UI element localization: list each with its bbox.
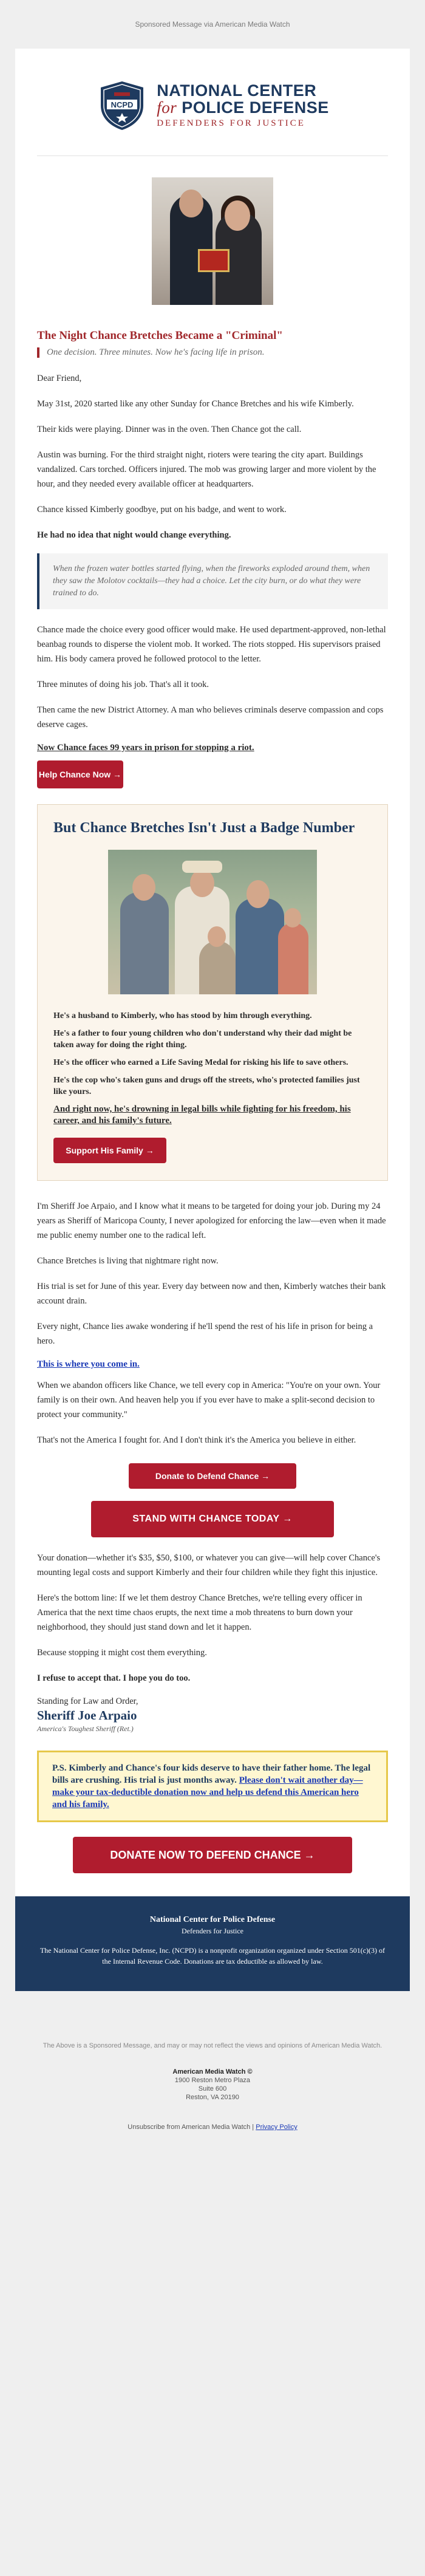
ps-text: P.S. Kimberly and Chance's four kids deserve to have their father home. The legal bills are crushing. His trial is just months away. — [52, 1763, 371, 1785]
email-card — [15, 49, 410, 1991]
paragraph: Every night, Chance lies awake wondering if he'll spend the rest of his life in prison for being a hero. — [37, 1322, 373, 1346]
story-item: He's a husband to Kimberly, who has stood by him through everything. — [53, 1011, 312, 1020]
support-family-button[interactable]: Support His Family → — [53, 1138, 166, 1163]
ps-donate-link[interactable]: Please don't wait another day—make your tax-deductible donation now and help us defend this American hero and his family. — [52, 1775, 363, 1809]
story-item: He's the officer who earned a Life Saving Medal for risking his life to save others. — [53, 1058, 348, 1067]
privacy-policy-link[interactable]: Privacy Policy — [256, 2123, 298, 2131]
logo-line1: NATIONAL CENTER — [157, 81, 317, 100]
org-name: National Center for Police Defense — [149, 1915, 276, 1924]
help-chance-button[interactable]: Help Chance Now → — [37, 760, 123, 788]
story-item: He's a father to four young children who don't understand why their dad might be taken away for doing the right thing. — [53, 1029, 352, 1050]
paragraph: Your donation—whether it's $35, $50, $100, or whatever you can give—will help cover Chance's mounting legal costs and support Kimberly and their four children while they fight this injustice. — [37, 1553, 381, 1577]
unsubscribe-row — [0, 2123, 425, 2131]
stand-with-chance-button[interactable]: STAND WITH CHANCE TODAY → — [91, 1501, 334, 1537]
separator: | — [250, 2123, 256, 2131]
paragraph: Dear Friend, — [37, 374, 82, 383]
paragraph: May 31st, 2020 started like any other Sunday for Chance Bretches and his wife Kimberly. — [37, 399, 354, 409]
logo-for: for — [157, 98, 177, 117]
signature-name: Sheriff Joe Arpaio — [37, 1708, 137, 1723]
hero-photo — [152, 177, 273, 305]
paragraph: His trial is set for June of this year. Every day between now and then, Kimberly watches their bank account drain. — [37, 1282, 386, 1306]
story-title: But Chance Bretches Isn't Just a Badge Number — [53, 820, 355, 836]
ps-box — [37, 1751, 388, 1822]
org-footer — [15, 1896, 410, 1991]
story-final: And right now, he's drowning in legal bills while fighting for his freedom, his career, and his family's future. — [53, 1104, 351, 1126]
address-name: American Media Watch © — [172, 2068, 253, 2075]
address-line: Suite 600 — [198, 2085, 227, 2093]
paragraph: Then came the new District Attorney. A man who believes criminals deserve compassion and cops deserve cages. — [37, 705, 384, 729]
paragraph-emphasis: Now Chance faces 99 years in prison for stopping a riot. — [37, 743, 254, 753]
address-line: Reston, VA 20190 — [186, 2094, 239, 2101]
disclaimer: The Above is a Sponsored Message, and may or may not reflect the views and opinions of American Media Watch. — [42, 2042, 382, 2049]
donate-now-button[interactable]: DONATE NOW TO DEFEND CHANCE → — [73, 1837, 352, 1873]
address-line: 1900 Reston Metro Plaza — [174, 2077, 251, 2084]
paragraph: When we abandon officers like Chance, we tell every cop in America: "You're on your own. Your family is on their own. And heaven help you if you ever have to make a split-second decision to protect your community." — [37, 1381, 381, 1420]
paragraph: Austin was burning. For the third straight night, rioters were tearing the city apart. Buildings vandalized. Cars torched. Officers injured. The mob was growing larger and more violent by the hour, and they needed every available officer at headquarters. — [37, 450, 376, 489]
paragraph: Here's the bottom line: If we let them destroy Chance Bretches, we're telling every officer in America that the next time chaos erupts, the next time a mob threatens to burn down your neighborhood, they should just stand down and let it happen. — [37, 1593, 362, 1632]
paragraph: That's not the America I fought for. And I don't think it's the America you believe in either. — [37, 1435, 356, 1445]
unsubscribe-link[interactable]: Unsubscribe from American Media Watch — [127, 2123, 251, 2131]
paragraph-bold: I refuse to accept that. I hope you do too. — [37, 1673, 191, 1683]
headline: The Night Chance Bretches Became a "Criminal" — [37, 329, 283, 342]
signature-line: Standing for Law and Order, — [37, 1696, 138, 1706]
paragraph: Because stopping it might cost them everything. — [37, 1648, 207, 1658]
signature-title: America's Toughest Sheriff (Ret.) — [37, 1724, 134, 1733]
org-legal: The National Center for Police Defense, Inc. (NCPD) is a nonprofit organization organized under Section 501(c)(3) of the Internal Revenue Code. Donations are tax deductible as allowed by law. — [39, 1946, 386, 1966]
donate-button[interactable]: Donate to Defend Chance → — [129, 1463, 296, 1489]
story-item: He's the cop who's taken guns and drugs off the streets, who's protected families just like yours. — [53, 1076, 360, 1096]
subhead: One decision. Three minutes. Now he's facing life in prison. — [37, 347, 388, 358]
address-block — [0, 2068, 425, 2102]
paragraph: Chance Bretches is living that nightmare right now. — [37, 1256, 219, 1266]
police-badge-icon — [96, 79, 148, 131]
logo-tagline: DEFENDERS FOR JUSTICE — [157, 118, 305, 128]
come-in-link[interactable]: This is where you come in. — [37, 1359, 140, 1369]
paragraph: Three minutes of doing his job. That's all it took. — [37, 680, 209, 689]
org-tagline: Defenders for Justice — [182, 1927, 243, 1935]
paragraph: Their kids were playing. Dinner was in the oven. Then Chance got the call. — [37, 425, 302, 434]
story-box — [37, 804, 388, 1181]
ncpd-logo[interactable] — [15, 49, 410, 155]
paragraph: Chance made the choice every good officer would make. He used department-approved, non-lethal beanbag rounds to disperse the violent mob. It worked. The riots stopped. His supervisors praised him. His body camera proved he followed protocol to the letter. — [37, 625, 386, 664]
logo-line2: POLICE DEFENSE — [182, 98, 329, 117]
paragraph: Chance kissed Kimberly goodbye, put on his badge, and went to work. — [37, 505, 287, 514]
svg-text:NCPD: NCPD — [110, 100, 134, 109]
pull-quote: When the frozen water bottles started flying, when the fireworks exploded around them, when they saw the Molotov cocktails—they had a choice. Let the city burn, or do what they were trained to do. — [37, 553, 388, 609]
paragraph: I'm Sheriff Joe Arpaio, and I know what it means to be targeted for doing your job. During my 24 years as Sheriff of Maricopa County, I never apologized for enforcing the law—even when it made me public enemy number one to the radical left. — [37, 1201, 386, 1240]
sponsor-header: Sponsored Message via American Media Watch — [135, 20, 290, 29]
paragraph-bold: He had no idea that night would change everything. — [37, 530, 231, 540]
family-photo — [108, 850, 317, 994]
